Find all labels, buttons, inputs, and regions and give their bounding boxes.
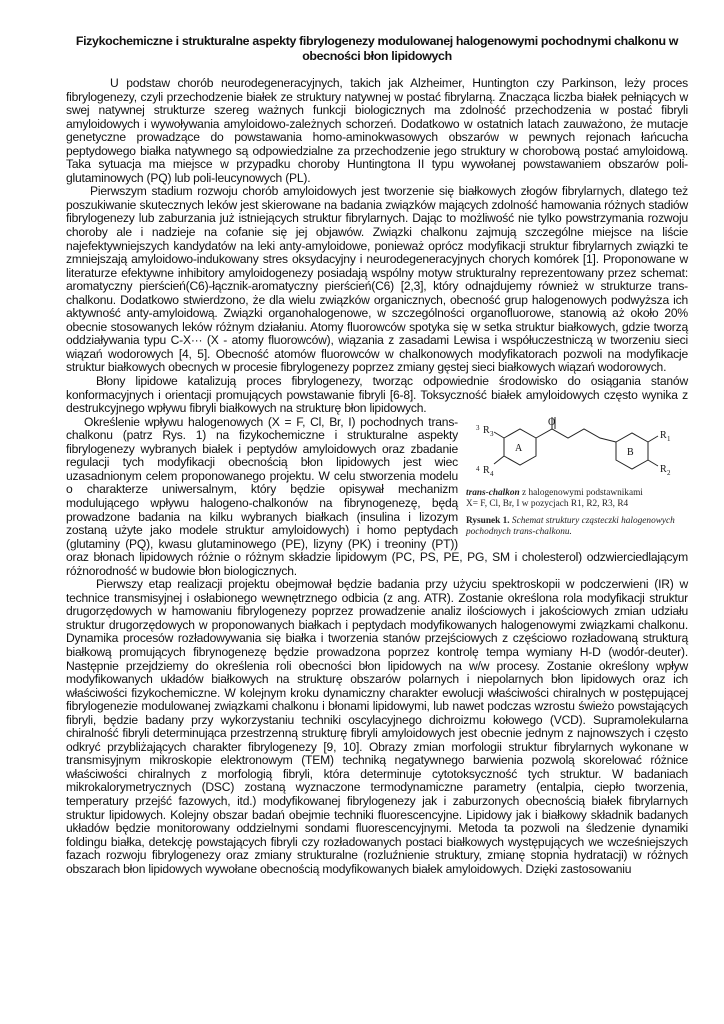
r1-label: R <box>660 429 667 441</box>
oxygen-label: O <box>548 416 556 428</box>
r2-label: R <box>660 463 667 475</box>
ring-a-label: A <box>515 442 523 454</box>
ring-b-label: B <box>627 446 634 458</box>
pos-4-label: 4 <box>476 464 480 473</box>
figure-caption-text: Schemat struktury cząsteczki halogenowych pochodnych trans-chalkonu. <box>466 515 675 537</box>
r4-label: R <box>483 464 490 476</box>
r3-sub: 3 <box>490 429 494 438</box>
r4-sub: 4 <box>490 469 494 478</box>
title-line-1: Fizykochemiczne i strukturalne aspekty fibrylogenezy modulowanej halogenowymi pochodnymi chalkonu w <box>75 34 679 48</box>
figure-caption-upper <box>466 488 688 510</box>
paragraph-1: U podstaw chorób neurodegeneracyjnych, takich jak Alzheimer, Huntington czy Parkinson, leży proces fibrylogenezy, czyli przechodzenie białek ze struktury natywnej w postać fibrylarną. Znacząca liczba białek pełniących w swej natywnej strukturze szereg ważnych funkcji biologicznych ma zdolność przechodzenia w postać fibryli amyloidowych i wywoływania amyloidowo-zależnych schorzeń. Dodatkowo w ostatnich latach zauważono, że mutacje genetyczne prowadzące do powstawania homo-aminokwasowych obszarów w pewnych rejonach łańcucha peptydowego białka natywnego są odpowiedzialne za przechodzenie jego struktury w chorobową postać amyloidową. Taka sytuacja ma miejsce w przypadku choroby Huntingtona II typu wywołanej powstawaniem obszarów poli-glutaminowych (PQ) lub poli-leucynowych (PL). <box>66 76 688 185</box>
paragraph-4-block <box>66 416 688 579</box>
chain-bonds <box>536 429 616 442</box>
caption-line-2: X= F, Cl, Br, I w pozycjach R <box>466 498 578 509</box>
r2-bond <box>648 460 658 466</box>
caption-line-2-subs: 1, R2, R3, R4 <box>577 498 629 509</box>
caption-rest: z halogenowymi podstawnikami <box>519 487 643 498</box>
title-line-2: obecności błon lipidowych <box>302 49 452 63</box>
r4-bond <box>494 456 504 464</box>
paragraph-4: Określenie wpływu halogenowych (X = F, Cl, Br, I) pochodnych trans-chalkonu (patrz Rys. 1) na fizykochemiczne i strukturalne aspekty fibrylogenezy wybranych białek i peptydów amyloidowych oraz zbadanie regulacji tych modyfikacji obecnością błon lipidowych jest wiec uzasadnionym celem proponowanego projektu. W celu stworzenia modelu o charakterze uniwersalnym, który będzie opisywał mechanizm modulującego wpływu halogeno-chalkonów na fibrynogenezę, będą prowadzone badania na kilku wybranych białkach (insulina i lizozym zostaną użyte jako modele struktur amyloidowych) i homo peptydach (glutaminy (PQ), kwasu glutaminowego (PE), lizyny (PK) i treoniny (PT)) oraz błonach lipidowych różnie o różnym składzie lipidowym (PC, PS, PE, PG, SM i cholesterol) odzwierciedlającym różnorodność w budowie błon biologicznych. <box>66 414 688 578</box>
r1-sub: 1 <box>667 434 671 443</box>
paragraph-5: Pierwszy etap realizacji projektu obejmował będzie badania przy użyciu spektroskopii w podczerwieni (IR) w technice transmisyjnej i osłabionego wewnętrznego odbicia (z ang. ATR). Zostanie określona rola modyfikacji struktur drugorzędowych w hamowaniu fibrylogenezy poprzez prowadzenie analiz ilościowych i jakościowych zmian udziału struktur drugorzędowych w proponowanych białkach i peptydach modyfikowanych halogenowymi związkami chalkonu. Dynamika procesów rozładowywania się białka i tworzenia stanów przejściowych z częściowo rozładowaną strukturą białkową promujących fibrynogenezę będzie prowadzona poprzez kontrolę tempa wymiany H-D (wodór-deuter). Następnie przejdziemy do określenia roli obecności błon lipidowych na w/w procesy. Zostanie określony wpływ modyfikowanych układów białkowych na strukturę obszarów polarnych i niepolarnych błon lipidowych oraz ich właściwości fizykochemiczne. W kolejnym kroku dynamiczny charakter ewolucji właściwości chiralnych w postępującej fibrylogenezie modulowanej związkami chalkonu i błonami lipidowymi, lub nawet podczas wzrostu świeżo powstających fibryli, będzie badany przy wykorzystaniu techniki oscylacyjnego dichroizmu kołowego (VCD). Supramolekularna chiralność fibryli determinująca przestrzenną strukturę fibryli amyloidowych jest obecnie jednym z najnowszych i często odkryć przybliżających charakter fibrylogenezy [9, 10]. Obrazy zmian morfologii struktur fibrylarnych wykonane w transmisyjnym mikroskopie elektronowym (TEM) techniką negatywnego barwienia pozwolą skorelować różnice właściwości chiralnych z morfologią fibryli, która determinuje cytotoksyczność tych struktur. W badaniach mikrokalorymetrycznych (DSC) zostaną wyznaczone termodynamiczne parametry (entalpia, ciepło tworzenia, temperatury przejść fazowych, itd.) modyfikowanej fibrylogenezy jak i zaburzonych obecnością białek fibrylarnych struktur lipidowych. Kolejny obszar badań obejmie techniki fluorescencyjne. Lipidowy jak i białkowy składnik badanych układów będzie monitorowany oddzielnymi sondami fluorescencyjnymi. Metoda ta pozwoli na śledzenie dynamiki foldingu białka, detekcję powstających fibryli czy rozładowanych postaci białkowych występujących we wcześniejszych fazach rozwoju fibrylogenezy oraz zmiany strukturalne (rozluźnienie struktury, zmianę stopnia hydratacji) w różnych obszarach błon lipidowych wywołane obecnością modyfikowanych białek amyloidowych. Dzięki zastosowaniu <box>66 577 688 876</box>
r1-bond <box>648 436 658 442</box>
r3-label: R <box>483 424 490 436</box>
paragraph-2: Pierwszym stadium rozwoju chorób amyloidowych jest tworzenie się białkowych złogów fibrylarnych, dlatego też poszukiwanie skutecznych leków jest skierowane na badania związków mających zdolność hamowania różnych stadiów fibrylogenezy lub zaburzania już istniejących struktur fibrylarnych. Dając to możliwość nie tylko powstrzymania rozwoju choroby ale i nadzieje na cofanie się jej objawów. Związki chalkonu zajmują szczególne miejsce na liście najefektywniejszych kandydatów na leki anty-amyloidowe, ponieważ oprócz modyfikacji struktur fibrylarnych związki te zmniejszają amyloidowo-indukowany stres oksydacyjny i neurodegeneracyjnych chorych komórek [1]. Proponowane w literaturze efektywne inhibitory amyloidogenezy posiadają wspólny motyw strukturalny reprezentowany przez schemat: aromatyczny pierścień(C6)-łącznik-aromatyczny pierścień(C6) [2,3], który odnajdujemy również w strukturze trans-chalkonu. Dodatkowo stwierdzono, że dla wielu związków organicznych, obecność grup halogenowych podwyższa ich aktywność anty-amyloidową. Związki organohalogenowe, w szczególności organofluorowe, stanowią aż około 20% obecnie stosowanych leków różnym działaniu. Atomy fluorowców spotyka się w setka struktur białkowych, gdzie tworzą oddziaływania typu C-X··· (X - atomy fluorowców), wiązania z zasadami Lewisa i współuczestniczą w tworzeniu sieci wiązań wodorowych [4, 5]. Obecność atomów fluorowców w chalkonowych modyfikatorach pozwoli na modyfikacje struktur białkowych obecnych w procesie fibrylogenezy poprzez zmiany gęstej sieci białkowych wiązań wodorowych. <box>66 184 688 375</box>
document-title <box>66 34 688 64</box>
r3-bond <box>494 432 504 438</box>
chalcone-structure-diagram <box>466 416 688 488</box>
figure-label: Rysunek 1. <box>466 515 510 526</box>
caption-compound-name: trans-chalkon <box>466 487 520 498</box>
r2-sub: 2 <box>667 468 671 477</box>
figure-caption-lower <box>466 516 688 538</box>
figure-1 <box>466 416 688 540</box>
paragraph-3: Błony lipidowe katalizują proces fibrylogenezy, tworząc odpowiednie środowisko do osiągania stanów konformacyjnych i orientacji promujących powstawanie fibryli [6-8]. Toksyczność białek amyloidowych często wynika z destrukcyjnego wpływu fibryli białkowych na strukturę błon lipidowych. <box>66 374 688 416</box>
pos-3-label: 3 <box>476 423 480 432</box>
